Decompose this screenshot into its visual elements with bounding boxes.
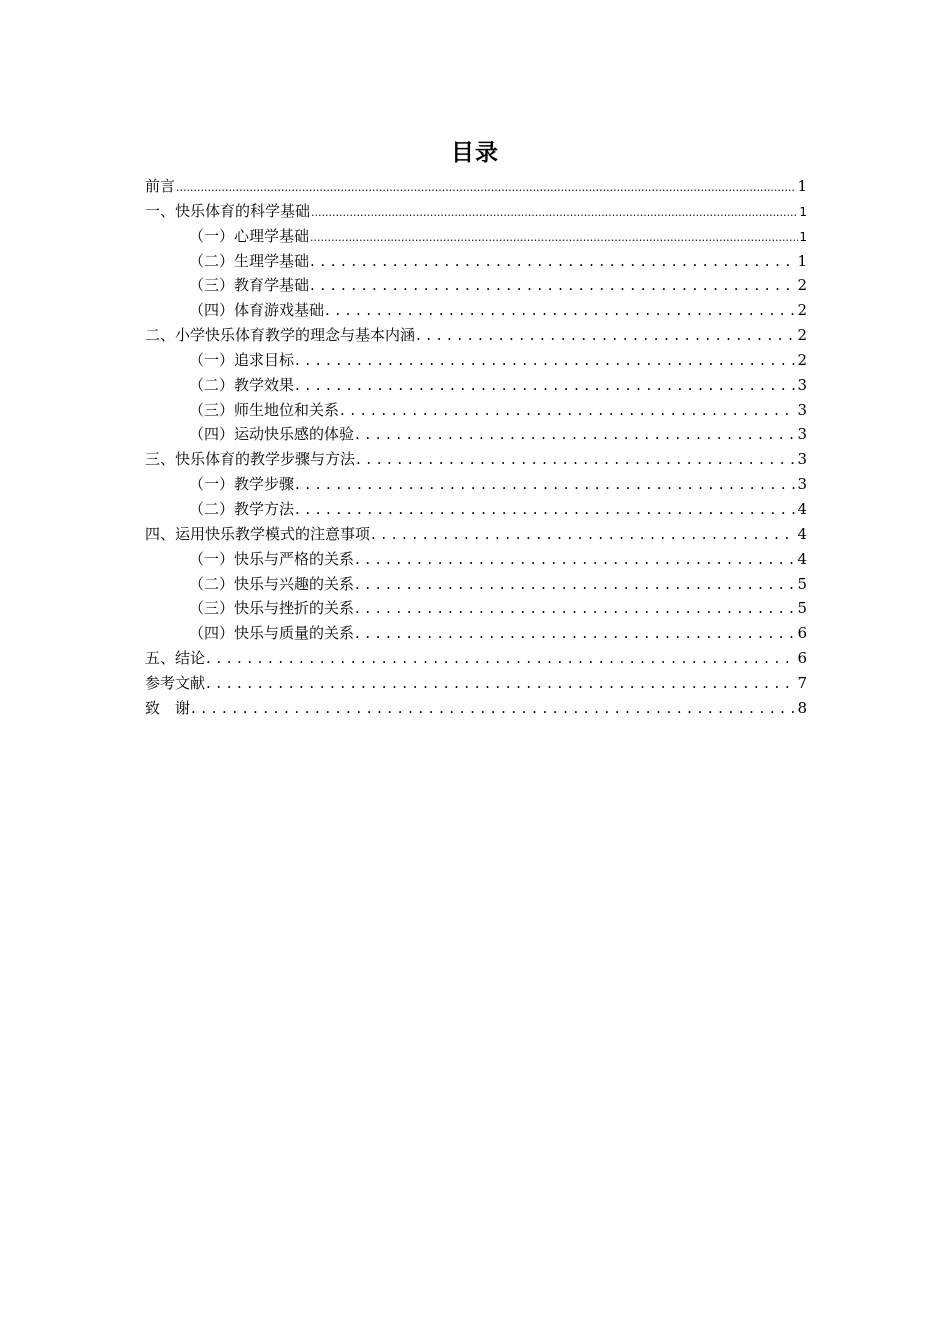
toc-dot-leader: [416, 323, 796, 348]
toc-entry-label: （二）生理学基础: [189, 251, 310, 270]
toc-dot-leader: [295, 472, 796, 497]
toc-entry-acknowledgements[interactable]: [145, 696, 807, 721]
toc-title: 目录: [451, 140, 499, 166]
toc-entry-page: 6: [797, 649, 807, 668]
toc-entry-section-4[interactable]: [145, 522, 807, 547]
toc-entry-label: （四）体育游戏基础: [189, 301, 325, 320]
toc-entry-subsection[interactable]: [145, 497, 807, 522]
toc-entry-label: （三）快乐与挫折的关系: [189, 599, 355, 618]
toc-entry-label: 一、快乐体育的科学基础: [145, 201, 311, 220]
toc-entry-subsection[interactable]: [145, 373, 807, 398]
toc-entry-page: 4: [797, 524, 807, 543]
toc-dot-leader: [311, 199, 798, 226]
toc-entry-subsection[interactable]: [145, 596, 807, 621]
toc-dot-leader: [356, 447, 796, 472]
toc-dot-leader: [176, 174, 796, 201]
toc-dot-leader: [206, 646, 796, 671]
toc-entry-label: （三）师生地位和关系: [189, 400, 340, 419]
toc-dot-leader: [310, 273, 796, 298]
toc-entry-label: 三、快乐体育的教学步骤与方法: [145, 450, 356, 469]
toc-entry-label: （三）教育学基础: [189, 276, 310, 295]
toc-dot-leader: [340, 398, 796, 423]
toc-entry-label: 参考文献: [145, 673, 206, 692]
toc-dot-leader: [355, 422, 796, 447]
toc-dot-leader: [295, 373, 796, 398]
toc-entry-page: 5: [797, 574, 807, 593]
toc-entry-label: 致 谢: [145, 698, 191, 717]
toc-dot-leader: [206, 671, 796, 696]
toc-entry-label: 五、结论: [145, 649, 206, 668]
toc-entry-page: 2: [797, 350, 807, 369]
toc-dot-leader: [371, 522, 796, 547]
toc-entry-page: 3: [797, 450, 807, 469]
toc-dot-leader: [325, 298, 796, 323]
toc-entry-subsection[interactable]: [145, 224, 807, 249]
toc-entry-subsection[interactable]: [145, 472, 807, 497]
toc-entry-page: 4: [797, 499, 807, 518]
toc-dot-leader: [355, 596, 796, 621]
toc-dot-leader: [355, 572, 796, 597]
toc-entry-label: （二）快乐与兴趣的关系: [189, 574, 355, 593]
toc-entry-page: 2: [797, 276, 807, 295]
toc-entry-page: 1: [799, 229, 807, 244]
toc-entry-subsection[interactable]: [145, 621, 807, 646]
toc-dot-leader: [355, 547, 796, 572]
toc-dot-leader: [355, 621, 796, 646]
toc-entry-label: （一）教学步骤: [189, 475, 295, 494]
toc-entry-label: （一）快乐与严格的关系: [189, 549, 355, 568]
toc-entry-page: 3: [797, 375, 807, 394]
toc-entry-page: 3: [797, 425, 807, 444]
toc-entry-page: 8: [797, 698, 807, 717]
toc-entry-subsection[interactable]: [145, 298, 807, 323]
toc-entry-references[interactable]: [145, 671, 807, 696]
toc-dot-leader: [310, 249, 796, 274]
toc-entry-page: 5: [797, 599, 807, 618]
toc-entry-page: 3: [797, 400, 807, 419]
toc-dot-leader: [310, 224, 798, 251]
toc-entry-section-5[interactable]: [145, 646, 807, 671]
toc-entry-page: 6: [797, 624, 807, 643]
toc-entry-page: 3: [797, 475, 807, 494]
toc-entry-subsection[interactable]: [145, 547, 807, 572]
toc-entry-label: （一）心理学基础: [189, 226, 310, 245]
toc-entry-page: 1: [799, 204, 807, 219]
toc-entry-label: （四）快乐与质量的关系: [189, 624, 355, 643]
toc-entry-page: 1: [797, 251, 807, 270]
toc-entry-page: 4: [797, 549, 807, 568]
toc-entry-page: 2: [797, 326, 807, 345]
toc-entry-subsection[interactable]: [145, 572, 807, 597]
toc-entry-subsection[interactable]: [145, 273, 807, 298]
toc-entry-label: （二）教学方法: [189, 499, 295, 518]
toc-dot-leader: [191, 696, 796, 721]
toc-entry-subsection[interactable]: [145, 422, 807, 447]
toc-entry-preface[interactable]: [145, 174, 807, 199]
toc-entry-section-3[interactable]: [145, 447, 807, 472]
toc-entry-page: 1: [797, 177, 807, 195]
toc-entry-section-2[interactable]: [145, 323, 807, 348]
toc-dot-leader: [295, 348, 796, 373]
toc-entry-subsection[interactable]: [145, 398, 807, 423]
table-of-contents: [145, 174, 807, 721]
toc-entry-subsection[interactable]: [145, 348, 807, 373]
toc-entry-label: 前言: [145, 177, 176, 195]
toc-entry-label: （二）教学效果: [189, 375, 295, 394]
toc-entry-subsection[interactable]: [145, 249, 807, 274]
toc-entry-label: 四、运用快乐教学模式的注意事项: [145, 524, 371, 543]
toc-entry-label: （四）运动快乐感的体验: [189, 425, 355, 444]
toc-entry-label: 二、小学快乐体育教学的理念与基本内涵: [145, 326, 416, 345]
toc-entry-page: 7: [797, 673, 807, 692]
toc-entry-section-1[interactable]: [145, 199, 807, 224]
toc-dot-leader: [295, 497, 796, 522]
toc-entry-label: （一）追求目标: [189, 350, 295, 369]
toc-entry-page: 2: [797, 301, 807, 320]
